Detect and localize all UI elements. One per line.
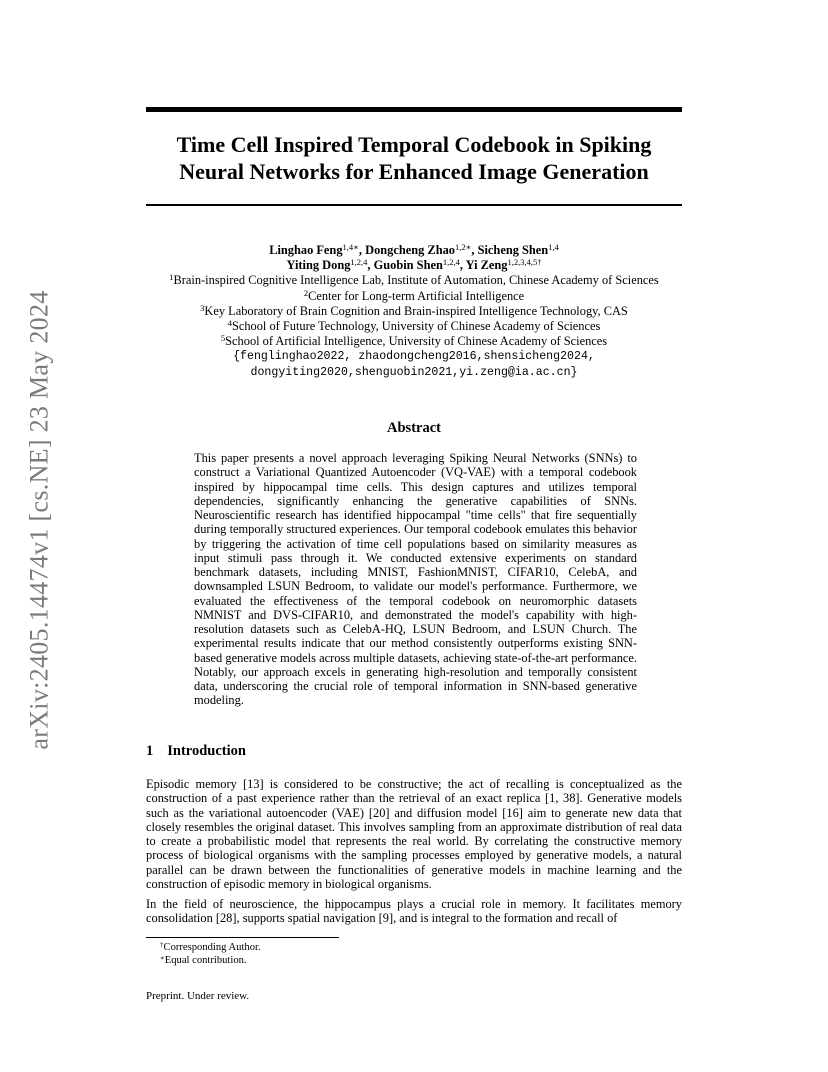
footnote-text: Corresponding Author. <box>163 942 261 953</box>
arxiv-id: arXiv:2405.14474v1 [cs.NE] 23 May 2024 <box>25 290 54 750</box>
affiliation <box>130 319 698 334</box>
author-name: Guobin Shen <box>373 258 443 273</box>
abstract-heading: Abstract <box>387 420 441 436</box>
affiliation-mark: 1 <box>169 272 174 283</box>
affiliation-mark: 4 <box>227 318 232 329</box>
author-affiliation-mark: 1,2,3,4,5† <box>507 257 542 268</box>
affiliation-mark: 3 <box>200 302 205 313</box>
author-line-1 <box>130 243 698 258</box>
author-affiliation-mark: 1,4∗ <box>342 242 359 252</box>
preprint-note: Preprint. Under review. <box>146 990 250 1002</box>
affiliation <box>130 334 698 349</box>
introduction-body <box>146 777 682 932</box>
affiliation-text: Center for Long-term Artificial Intelligence <box>308 288 525 303</box>
footnote-mark: ∗ <box>160 954 165 962</box>
affiliation <box>130 289 698 304</box>
affiliation <box>130 304 698 319</box>
title-bottom-rule <box>146 204 682 206</box>
author-name: Linghao Feng <box>269 243 343 257</box>
author-separator: , <box>358 243 366 257</box>
section-title: Introduction <box>167 743 246 759</box>
author-name: Dongcheng Zhao <box>365 243 455 257</box>
author-emails-line-2: dongyiting2020,shenguobin2021,yi.zeng@ia.ac.cn} <box>250 365 578 379</box>
abstract-body: This paper presents a novel approach leveraging Spiking Neural Networks (SNNs) to construct a Variational Quantized Autoencoder (VQ-VAE) with a temporal codebook inspired by hippocampal time cells. This design captures and utilizes temporal dependencies, significantly enhancing the generative capabilities of SNNs. Neuroscientific research has identified hippocampal "time cells" that fire sequentially during temporally structured experiences. Our temporal codebook emulates this behavior by triggering the activation of time cell populations based on similarity measures as input stimuli pass through it. We conducted extensive experiments on standard benchmark datasets, including MNIST, FashionMNIST, CIFAR10, CelebA, and downsampled LSUN Bedroom, to validate our model's performance. Furthermore, we evaluated the effectiveness of the temporal codebook on neuromorphic datasets NMNIST and DVS-CIFAR10, and demonstrated the model's capability with high-resolution datasets such as CelebA-HQ, LSUN Bedroom, and LSUN Church. The experimental results indicate that our method consistently outperforms existing SNN-based generative models across multiple datasets, achieving state-of-the-art performance. Notably, our approach excels in generating high-resolution and temporally consistent data, underscoring the crucial role of temporal information in SNN-based generative modeling. <box>194 451 637 708</box>
author-name: Yiting Dong <box>286 258 351 273</box>
title-line-1: Time Cell Inspired Temporal Codebook in Spiking <box>176 132 652 157</box>
affiliation-text: School of Future Technology, University of Chinese Academy of Sciences <box>231 319 601 334</box>
author-separator: , <box>367 258 374 273</box>
author-name: Sicheng Shen <box>477 243 549 257</box>
arxiv-sidebar-stamp <box>20 270 60 770</box>
title-line-2: Neural Networks for Enhanced Image Generation <box>179 159 649 184</box>
footnote <box>160 954 261 967</box>
title-top-rule <box>146 107 682 112</box>
author-affiliation-mark: 1,2,4 <box>442 257 460 268</box>
author-emails-line-1: {fenglinghao2022, zhaodongcheng2016,shensicheng2024, <box>233 350 595 364</box>
author-affiliation-mark: 1,2∗ <box>454 242 472 252</box>
affiliation <box>130 273 698 288</box>
footnotes <box>160 941 261 967</box>
footnote <box>160 941 261 954</box>
affiliation-mark: 5 <box>220 333 226 344</box>
paper-title <box>146 131 682 185</box>
author-line-2 <box>130 258 698 273</box>
paragraph: Episodic memory [13] is considered to be constructive; the act of recalling is conceptualized as the construction of a past experience rather than the retrieval of an exact replica [1, 38]. Generative models such as the variational autoencoder (VAE) [20] and diffusion model [16] aim to generate new data that closely resembles the original dataset. This involves sampling from an approximate distribution of real data to create a probabilistic model that represents the real world. By correlating the constructive memory process of biological organisms with the sampling processes employed by generative models, a natural parallel can be drawn between the functionalities of generative models in machine learning and the construction of episodic memory in biological organisms. <box>146 777 682 891</box>
author-affiliation-mark: 1,2,4 <box>350 257 368 268</box>
footnote-rule <box>146 937 339 938</box>
author-affiliation-mark: 1,4 <box>548 242 559 252</box>
affiliation-text: Key Laboratory of Brain Cognition and Brain-inspired Intelligence Technology, CAS <box>204 303 628 318</box>
author-separator: , <box>459 258 466 273</box>
author-separator: , <box>471 243 478 257</box>
footnote-text: Equal contribution. <box>164 955 247 966</box>
section-heading-introduction <box>146 743 246 760</box>
footnote-mark: † <box>160 941 164 949</box>
author-block <box>130 243 698 380</box>
affiliation-text: Brain-inspired Cognitive Intelligence Lab, Institute of Automation, Chinese Academy of Sciences <box>173 273 659 288</box>
affiliation-mark: 2 <box>303 287 309 298</box>
author-name: Yi Zeng <box>465 258 508 273</box>
paragraph: In the field of neuroscience, the hippocampus plays a crucial role in memory. It facilitates memory consolidation [28], supports spatial navigation [9], and is integral to the formation and recall of <box>146 897 682 926</box>
section-number: 1 <box>146 743 154 759</box>
affiliation-text: School of Artificial Intelligence, University of Chinese Academy of Sciences <box>225 334 608 349</box>
